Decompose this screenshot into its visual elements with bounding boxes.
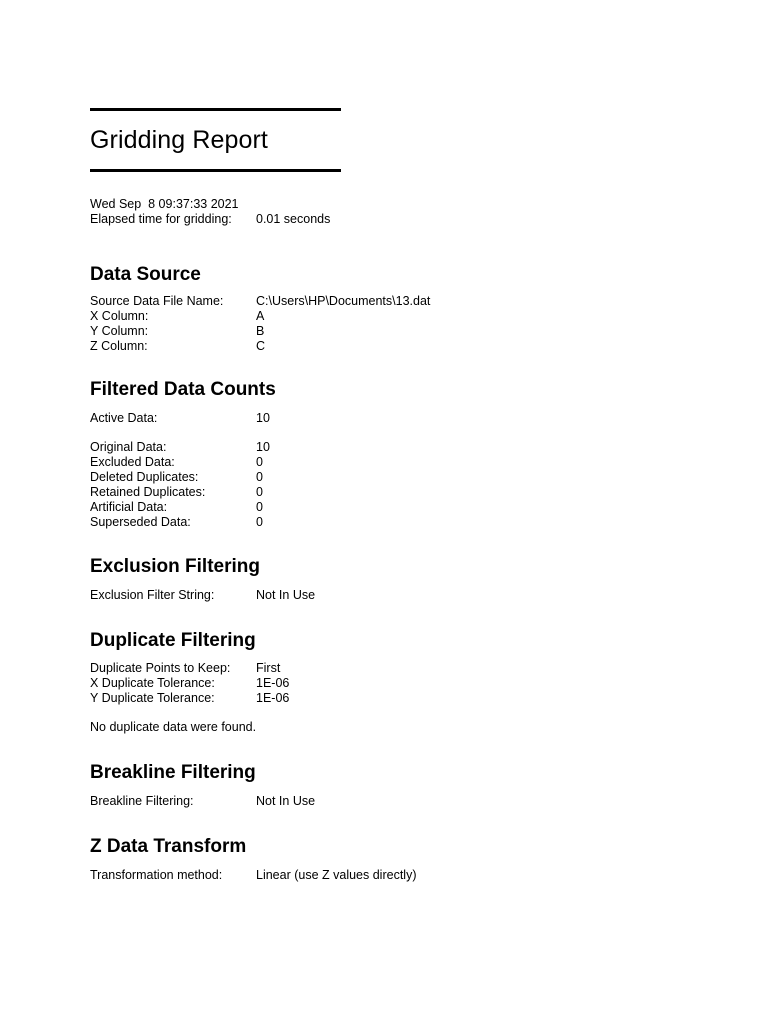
- row-label: Exclusion Filter String:: [90, 588, 215, 602]
- table-row: [90, 470, 730, 485]
- row-value: Not In Use: [256, 794, 316, 808]
- row-value: C: [256, 339, 266, 353]
- row-value: 0: [256, 485, 263, 499]
- row-value: A: [256, 309, 265, 323]
- table-row: [90, 411, 730, 426]
- section-heading: Z Data Transform: [90, 836, 247, 857]
- row-label: Deleted Duplicates:: [90, 470, 199, 484]
- row-label: X Duplicate Tolerance:: [90, 676, 215, 690]
- row-label: Duplicate Points to Keep:: [90, 661, 231, 675]
- table-row: [90, 440, 730, 455]
- row-value: 0: [256, 500, 263, 514]
- row-value: 1E-06: [256, 676, 290, 690]
- row-value: 0: [256, 470, 263, 484]
- table-row: [90, 485, 730, 500]
- section-data-source: [90, 263, 730, 354]
- title-rule-bottom: [90, 169, 341, 172]
- row-label: Active Data:: [90, 411, 158, 425]
- section-heading: Data Source: [90, 264, 201, 285]
- table-row: [90, 868, 730, 883]
- section-exclusion: [90, 555, 730, 603]
- spacer: [90, 426, 730, 440]
- table-row: [90, 676, 730, 691]
- row-label: Source Data File Name:: [90, 294, 224, 308]
- section-heading: Breakline Filtering: [90, 762, 256, 783]
- elapsed-row: [90, 212, 730, 227]
- row-value: 0: [256, 515, 263, 529]
- section-duplicate: [90, 629, 730, 735]
- report-timestamp: Wed Sep 8 09:37:33 2021: [90, 197, 239, 211]
- elapsed-label: Elapsed time for gridding:: [90, 212, 232, 226]
- elapsed-value: 0.01 seconds: [256, 212, 331, 226]
- row-value: 0: [256, 455, 263, 469]
- timestamp-row: [90, 197, 730, 212]
- table-row: [90, 794, 730, 809]
- section-filtered-counts: [90, 378, 730, 530]
- table-row: [90, 691, 730, 706]
- row-label: Z Column:: [90, 339, 148, 353]
- row-label: Breakline Filtering:: [90, 794, 194, 808]
- duplicate-note: No duplicate data were found.: [90, 720, 257, 734]
- row-value: 10: [256, 411, 270, 425]
- row-value: First: [256, 661, 281, 675]
- row-value: 10: [256, 440, 270, 454]
- report-meta: [90, 197, 730, 227]
- table-row: [90, 588, 730, 603]
- table-row: [90, 661, 730, 676]
- row-label: Transformation method:: [90, 868, 223, 882]
- row-label: Superseded Data:: [90, 515, 191, 529]
- section-z-transform: [90, 835, 730, 883]
- table-row: [90, 309, 730, 324]
- spacer: [90, 706, 730, 720]
- row-label: Retained Duplicates:: [90, 485, 206, 499]
- section-heading: Filtered Data Counts: [90, 379, 276, 400]
- row-value: B: [256, 324, 265, 338]
- row-label: Artificial Data:: [90, 500, 168, 514]
- row-value: Not In Use: [256, 588, 316, 602]
- row-value: Linear (use Z values directly): [256, 868, 417, 882]
- section-breakline: [90, 761, 730, 809]
- section-heading: Duplicate Filtering: [90, 630, 256, 651]
- row-value: 1E-06: [256, 691, 290, 705]
- report-page: [90, 108, 730, 883]
- row-value: C:\Users\HP\Documents\13.dat: [256, 294, 431, 308]
- row-label: Y Column:: [90, 324, 149, 338]
- title-rule-top: [90, 108, 341, 111]
- section-heading: Exclusion Filtering: [90, 556, 260, 577]
- table-row: [90, 515, 730, 530]
- table-row: [90, 324, 730, 339]
- row-label: Y Duplicate Tolerance:: [90, 691, 215, 705]
- table-row: [90, 339, 730, 354]
- table-row: [90, 500, 730, 515]
- row-label: Excluded Data:: [90, 455, 175, 469]
- row-label: Original Data:: [90, 440, 167, 454]
- page-title: Gridding Report: [90, 126, 268, 154]
- table-row: [90, 455, 730, 470]
- table-row: [90, 294, 730, 309]
- row-label: X Column:: [90, 309, 149, 323]
